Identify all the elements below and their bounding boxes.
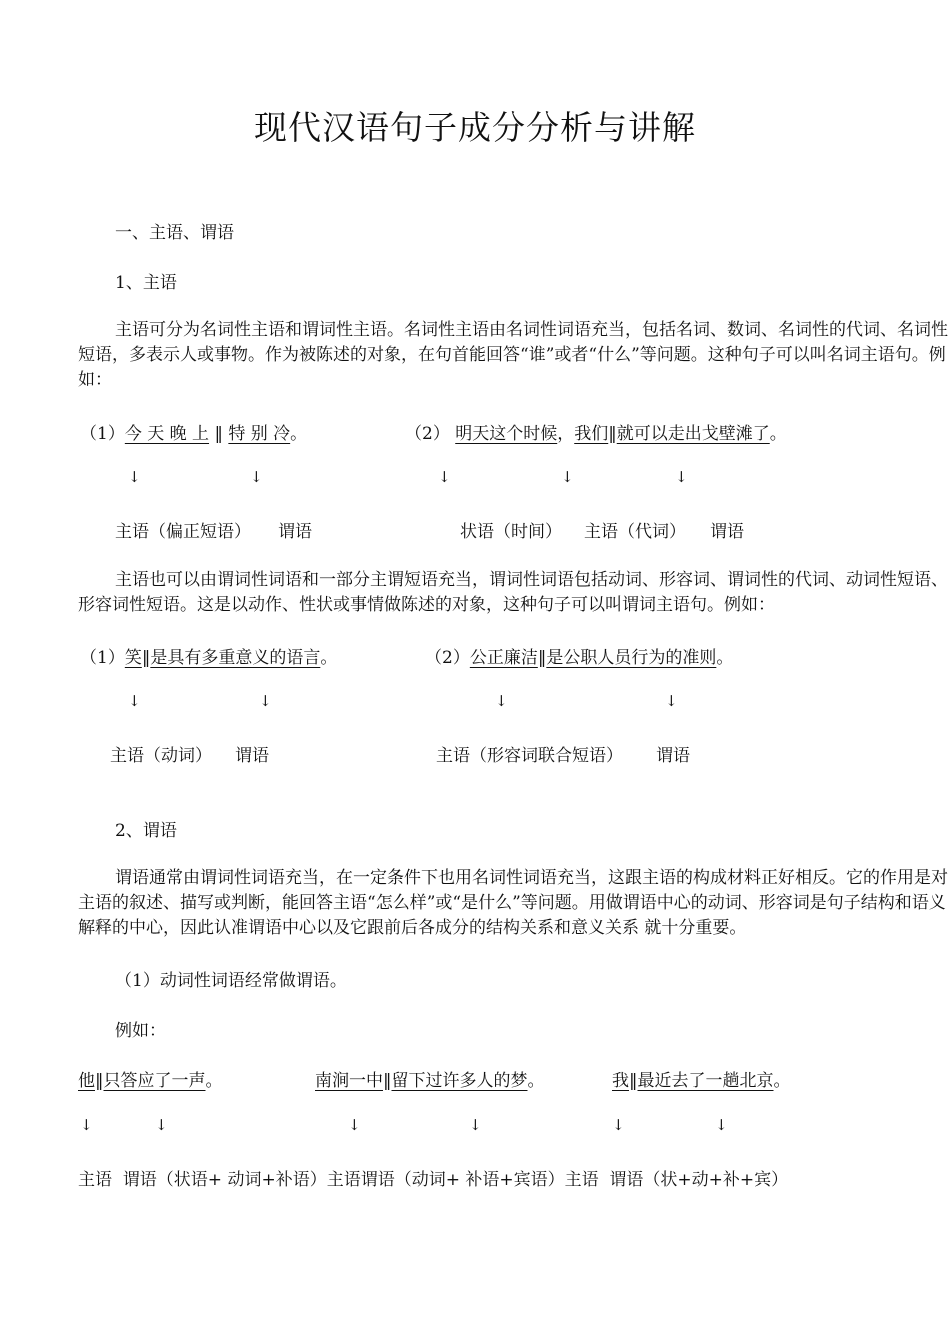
example-1-2 (405, 419, 787, 444)
comma: ， (557, 424, 575, 444)
subject-part: 公正廉洁 (469, 648, 538, 668)
adverbial-part: 明天这个时候 (455, 424, 558, 444)
down-arrow-icon: ↓ (561, 468, 574, 486)
example-1-1 (80, 419, 307, 444)
sentence-end: 。 (773, 1071, 791, 1091)
paragraph-nominal-subject: 主语可分为名词性主语和谓词性主语。名词性主语由名词性词语充当，包括名词、数词、名词性的代词、名词性短语，多表示人或事物。作为被陈述的对象，在句首能回答“谁”或者“什么”等问题。这种句子可以叫名词主语句。例如： (78, 320, 948, 390)
separator-mark: ‖ (629, 1071, 638, 1091)
down-arrow-icon: ↓ (348, 1116, 361, 1134)
label-subject-verb: 主语（动词） (110, 746, 212, 766)
label-predicate: 谓语 (235, 746, 269, 766)
down-arrow-icon: ↓ (80, 1116, 93, 1134)
example-number: （2） (425, 648, 470, 668)
separator-mark: ‖ (209, 424, 229, 444)
example-3-labels: 主语 谓语（状语+ 动词+补语）主语谓语（动词+ 补语+宾语）主语 谓语（状+动+补+宾） (78, 1170, 789, 1190)
example-number: （1） (80, 648, 125, 668)
paragraph-predicative-subject: 主语也可以由谓词性词语和一部分主谓短语充当，谓词性词语包括动词、形容词、谓词性的代词、动词性短语、形容词性短语。这是以动作、性状或事情做陈述的对象，这种句子可以叫谓词主语句。例如： (78, 570, 948, 615)
subject-part: 我们 (574, 424, 609, 444)
label-subject-adjective-phrase: 主语（形容词联合短语） (436, 746, 623, 766)
sentence-end: 。 (527, 1071, 545, 1091)
example-number: （2） (405, 424, 450, 444)
predicate-part: 留下过许多人的梦 (391, 1071, 528, 1091)
predicate-part: 只答应了一声 (103, 1071, 206, 1091)
label-adverbial-time: 状语（时间） (460, 522, 562, 542)
example-lead: 例如： (115, 1021, 166, 1041)
sentence-end: 。 (320, 648, 338, 668)
sentence-end: 。 (716, 648, 734, 668)
down-arrow-icon: ↓ (128, 468, 141, 486)
separator-mark: ‖ (537, 648, 547, 668)
separator-mark: ‖ (608, 424, 617, 444)
sentence-end: 。 (769, 424, 787, 444)
label-subject-modifier-phrase: 主语（偏正短语） (115, 522, 251, 542)
paragraph-predicate: 谓语通常由谓词性词语充当，在一定条件下也用名词性词语充当，这跟主语的构成材料正好相反。它的作用是对主语的叙述、描写或判断，能回答主语“怎么样”或“是什么”等问题。用做谓语中心的动词、形容词是句子结构和语义解释的中心，因此认准谓语中心以及它跟前后各成分的结构关系和意义关系 就十分重要。 (78, 868, 948, 938)
label-predicate: 谓语 (656, 746, 690, 766)
document-title: 现代汉语句子成分分析与讲解 (254, 108, 696, 147)
separator-mark: ‖ (383, 1071, 392, 1091)
sentence-end: 。 (290, 424, 308, 444)
down-arrow-icon: ↓ (438, 468, 451, 486)
down-arrow-icon: ↓ (665, 692, 678, 710)
predicate-part: 特 别 冷 (228, 424, 291, 444)
label-predicate: 谓语 (710, 522, 744, 542)
sub-item-verbal-predicate: （1）动词性词语经常做谓语。 (115, 971, 347, 991)
example-2-1 (80, 643, 337, 668)
subject-part: 他 (78, 1071, 95, 1091)
example-2-2 (425, 643, 733, 668)
example-3-1 (78, 1066, 223, 1091)
label-predicate: 谓语 (278, 522, 312, 542)
predicate-part: 最近去了一趟北京 (637, 1071, 774, 1091)
predicate-part: 是公职人员行为的准则 (546, 648, 717, 668)
down-arrow-icon: ↓ (259, 692, 272, 710)
example-number: （1） (80, 424, 125, 444)
down-arrow-icon: ↓ (469, 1116, 482, 1134)
section-heading-subject-predicate: 一、主语、谓语 (115, 223, 234, 243)
subject-part: 笑 (124, 648, 142, 668)
subsection-heading-subject: 1、主语 (115, 273, 177, 293)
label-subject-pronoun: 主语（代词） (584, 522, 686, 542)
down-arrow-icon: ↓ (155, 1116, 168, 1134)
subject-part: 今 天 晚 上 (124, 424, 210, 444)
down-arrow-icon: ↓ (675, 468, 688, 486)
down-arrow-icon: ↓ (128, 692, 141, 710)
separator-mark: ‖ (141, 648, 151, 668)
predicate-part: 就可以走出戈壁滩了 (616, 424, 770, 444)
down-arrow-icon: ↓ (612, 1116, 625, 1134)
subject-part: 南涧一中 (315, 1071, 383, 1091)
down-arrow-icon: ↓ (250, 468, 263, 486)
example-3-3 (612, 1066, 791, 1091)
predicate-part: 是具有多重意义的语言 (150, 648, 321, 668)
sentence-end: 。 (205, 1071, 223, 1091)
separator-mark: ‖ (95, 1071, 104, 1091)
down-arrow-icon: ↓ (495, 692, 508, 710)
subsection-heading-predicate: 2、谓语 (115, 821, 177, 841)
subject-part: 我 (612, 1071, 629, 1091)
down-arrow-icon: ↓ (715, 1116, 728, 1134)
example-3-2 (315, 1066, 545, 1091)
